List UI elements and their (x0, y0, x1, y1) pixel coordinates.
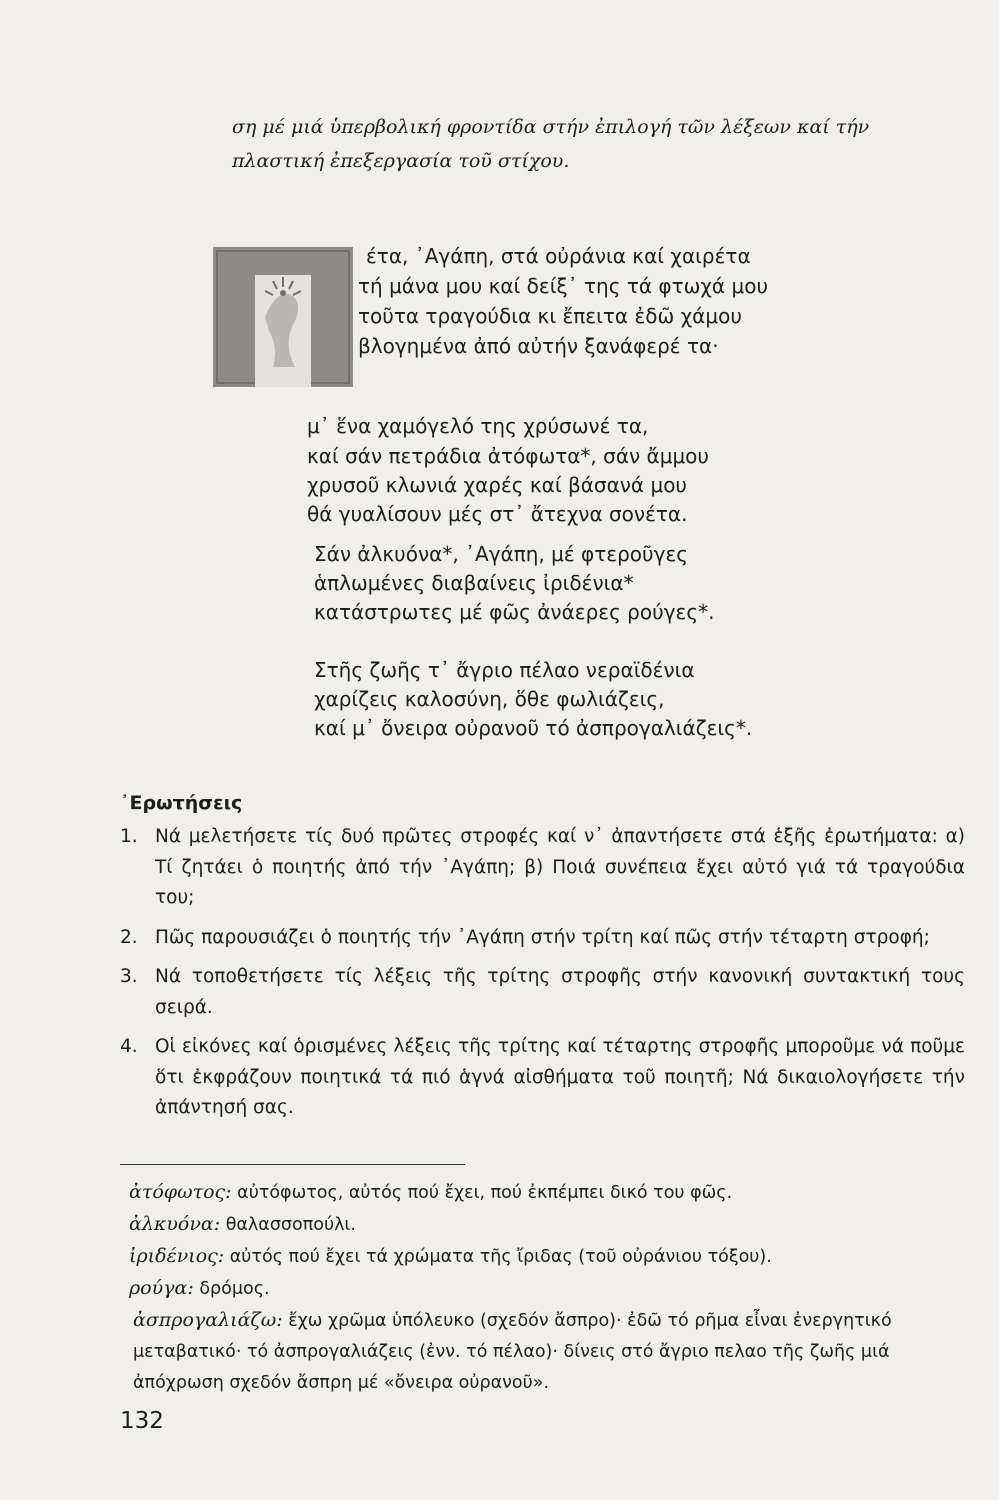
question-number: 3. (120, 966, 138, 987)
ornamental-drop-cap (213, 247, 353, 387)
question-text: Οἱ εἰκόνες καί ὁρισμένες λέξεις τῆς τρίτης καί τέταρτης στροφῆς μποροῦμε νά ποῦμε ὅτι ἐκφράζουν ποιητικά τά πιό ἁγνά αἰσθήματα τοῦ ποιητῆ; Νά δικαιολογήσετε τήν ἀπάντησή σας. (155, 1036, 965, 1118)
questions-heading: ᾿Ερωτήσεις (120, 792, 243, 814)
question-text: Πῶς παρουσιάζει ὁ ποιητής τήν ᾿Αγάπη στήν τρίτη καί πῶς στήν τέταρτη στροφή; (155, 926, 930, 948)
glossary-definition: δρόμος. (199, 1279, 270, 1299)
glossary-item (129, 1241, 969, 1273)
question-number: 2. (120, 926, 138, 948)
poem-line: χαρίζεις καλοσύνη, ὅθε φωλιάζεις, (314, 687, 665, 711)
question-text: Νά μελετήσετε τίς δυό πρῶτες στροφές καί ν᾿ ἀπαντήσετε στά ἑξῆς ἐρωτήματα: α) Τί ζητάει ὁ ποιητής ἀπό τήν ᾿Αγάπη; β) Ποιά συνέπεια ἔχει αὐτό γιά τά τραγούδια του; (155, 826, 965, 908)
glossary-term: ἀτόφωτος: (129, 1181, 232, 1203)
glossary-list (129, 1177, 969, 1399)
glossary-definition: αὐτός πού ἔχει τά χρώματα τῆς ἴριδας (τοῦ οὐράνιου τόξου). (229, 1247, 772, 1267)
glossary-item (129, 1273, 969, 1305)
question-number: 1. (120, 826, 138, 847)
poem-line: χρυσοῦ κλωνιά χαρές καί βάσανά μου (307, 473, 687, 497)
questions-list (120, 822, 965, 1133)
poem-line: κατάστρωτες μέ φῶς ἀνάερες ρούγες*. (314, 600, 715, 624)
poem-line: θά γυαλίσουν μές στ᾿ ἄτεχνα σονέτα. (307, 502, 688, 526)
poem-line: ἁπλωμένες διαβαίνεις ἰριδένια* (314, 571, 634, 595)
poem-line: καί μ᾿ ὄνειρα οὐρανοῦ τό ἀσπρογαλιάζεις*. (314, 716, 753, 740)
glossary-definition: ἔχω χρῶμα ὑπόλευκο (σχεδόν ἄσπρο)· ἐδῶ τό ρῆμα εἶναι ἐνεργητικό μεταβατικό· τό ἀσπρογαλιάζεις (ἐνν. τό πέλαο)· δίνεις στό ἄγριο πελαο τῆς ζωῆς μιά ἀπόχρωση σχεδόν ἄσπρη μέ «ὄνειρα οὐρανοῦ». (133, 1311, 892, 1393)
question-item (120, 962, 965, 1023)
poem-line: βλογημένα ἀπό αὐτήν ξανάφερέ τα· (358, 334, 719, 358)
question-text: Νά τοποθετήσετε τίς λέξεις τῆς τρίτης στροφῆς στήν κανονική συντακτική τους σειρά. (155, 966, 965, 1018)
question-item (120, 822, 965, 914)
poem-line: έτα, ᾿Αγάπη, στά οὐράνια καί χαιρέτα (366, 244, 751, 268)
glossary-item (129, 1177, 969, 1209)
glossary-term: ρούγα: (129, 1277, 194, 1299)
page-number: 132 (120, 1408, 164, 1434)
glossary-definition: θαλασσοπούλι. (225, 1215, 356, 1235)
poem-line: Σάν ἀλκυόνα*, ᾿Αγάπη, μέ φτεροῦγες (314, 542, 688, 566)
question-item (120, 923, 965, 954)
glossary-term: ἀλκυόνα: (129, 1213, 221, 1235)
footnote-divider (120, 1164, 465, 1165)
glossary-item (129, 1305, 969, 1399)
question-number: 4. (120, 1036, 138, 1057)
glossary-definition: αὐτόφωτος, αὐτός πού ἔχει, πού ἐκπέμπει δικό του φῶς. (237, 1183, 733, 1203)
glossary-term: ἰριδένιος: (129, 1245, 225, 1267)
poem-line: τοῦτα τραγούδια κι ἔπειτα ἐδῶ χάμου (358, 304, 742, 328)
poem-line: καί σάν πετράδια ἀτόφωτα*, σάν ἄμμου (307, 444, 709, 468)
poem-line: Στῆς ζωῆς τ᾿ ἄγριο πέλαο νεραϊδένια (314, 658, 695, 682)
intro-paragraph: ση μέ μιά ὑπερβολική φροντίδα στήν ἐπιλογή τῶν λέξεων καί τήν πλαστική ἐπεξεργασία τοῦ στίχου. (232, 116, 870, 172)
poem-line: τή μάνα μου καί δείξ᾿ της τά φτωχά μου (358, 274, 769, 298)
glossary-term: ἀσπρογαλιάζω: (133, 1309, 283, 1331)
question-item (120, 1032, 965, 1124)
poem-line: μ᾿ ἕνα χαμόγελό της χρύσωνέ τα, (307, 414, 649, 438)
glossary-item (129, 1209, 969, 1241)
